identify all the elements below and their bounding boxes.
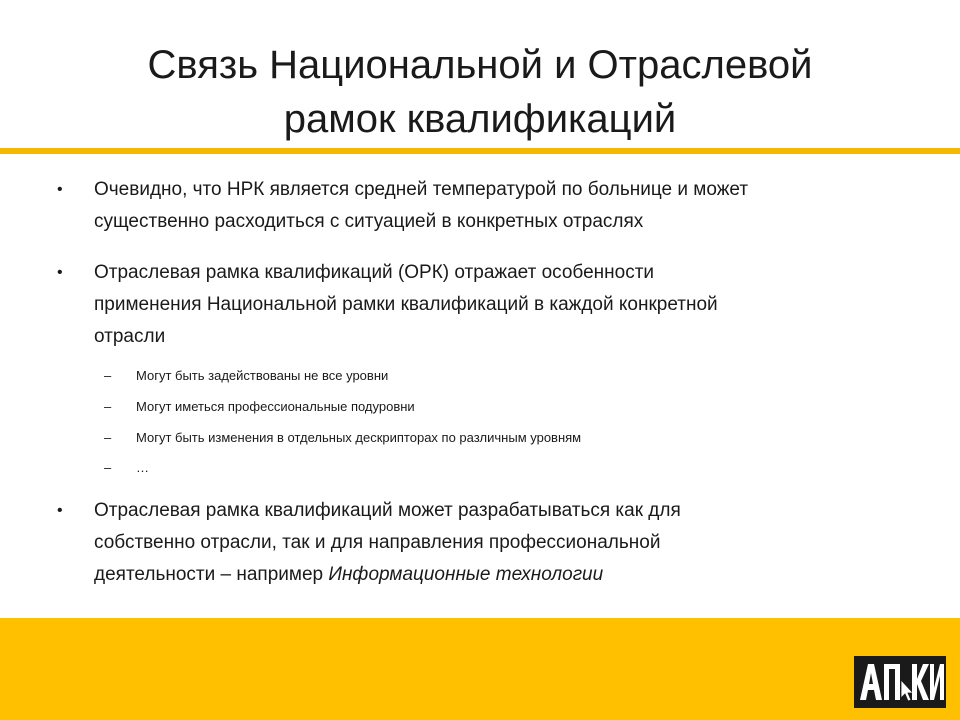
bullet-text-line: Отраслевая рамка квалификаций (ОРК) отражает особенности — [94, 262, 655, 283]
bullet-marker: • — [57, 502, 63, 519]
sub-item-marker: – — [104, 368, 112, 383]
slide-title — [40, 38, 920, 146]
sub-item-2 — [104, 398, 836, 416]
sub-item-3 — [104, 429, 836, 447]
sub-item-text: Могут быть изменения в отдельных дескрипторах по различным уровням — [136, 430, 582, 445]
bullet-text-plain: деятельности – например — [94, 564, 329, 585]
slide-title-line-2: рамок квалификаций — [283, 97, 677, 141]
sub-item-4 — [104, 459, 836, 477]
bullet-text-line: собственно отрасли, так и для направления профессиональной — [94, 532, 661, 553]
sub-item-text: … — [136, 460, 149, 475]
sub-item-text: Могут быть задействованы не все уровни — [136, 368, 389, 383]
sub-item-marker: – — [104, 460, 112, 475]
slide-title-line-1: Связь Национальной и Отраслевой — [147, 43, 813, 87]
bullet-item-3 — [57, 495, 894, 591]
bullet-text-line: Очевидно, что НРК является средней температурой по больнице и может — [94, 179, 749, 200]
bullet-item-2 — [57, 257, 894, 353]
sub-item-1 — [104, 367, 836, 385]
bullet-marker: • — [57, 181, 63, 198]
sub-item-marker: – — [104, 430, 112, 445]
bullet-text-line: отрасли — [94, 326, 166, 347]
bullet-marker: • — [57, 264, 63, 281]
apkit-logo — [854, 656, 946, 708]
bullet-text-line: применения Национальной рамки квалификаций в каждой конкретной — [94, 294, 718, 315]
footer-band — [0, 618, 960, 720]
bullet-text-line: Отраслевая рамка квалификаций может разрабатываться как для — [94, 500, 681, 521]
bullet-text-line: существенно расходиться с ситуацией в конкретных отраслях — [94, 211, 644, 232]
bullet-text-italic: Информационные технологии — [328, 564, 604, 585]
sub-item-marker: – — [104, 399, 112, 414]
bullet-text-line — [94, 559, 894, 591]
bullet-item-1 — [57, 174, 894, 238]
sub-item-text: Могут иметься профессиональные подуровни — [136, 399, 415, 414]
title-divider — [0, 148, 960, 154]
